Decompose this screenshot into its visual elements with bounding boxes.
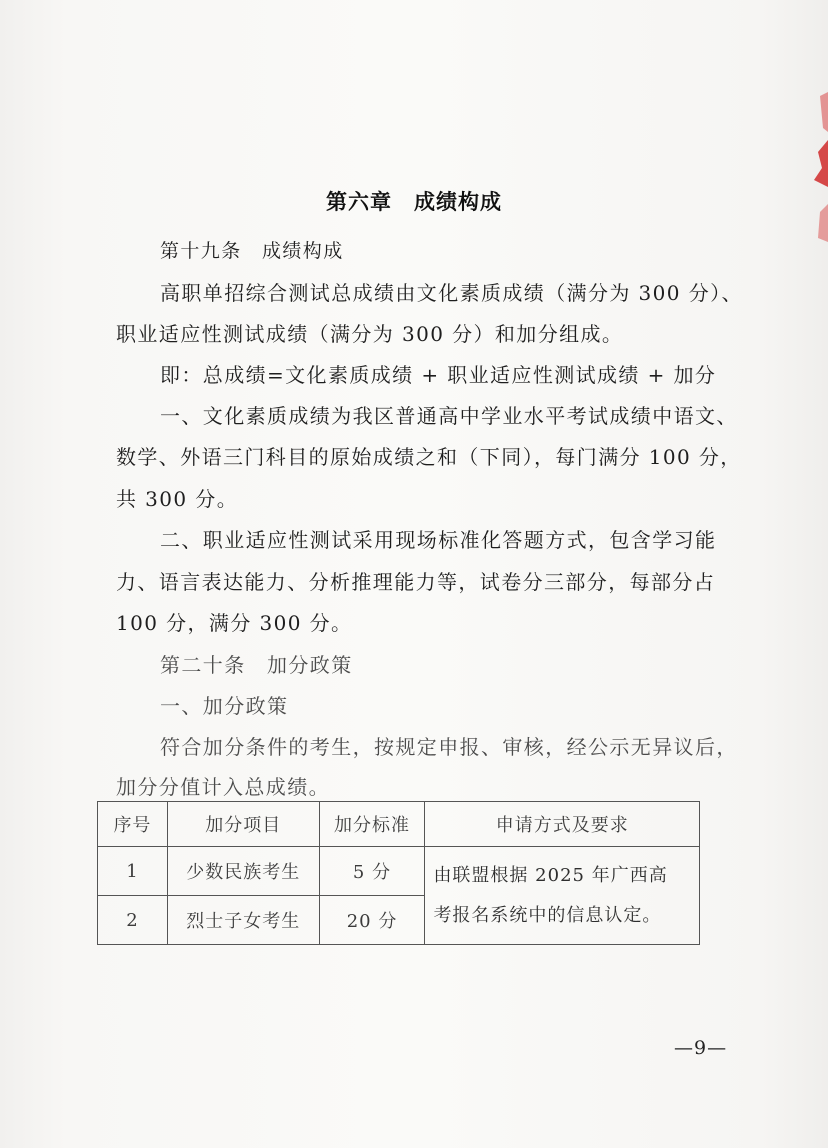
paragraph-line: 100 分，满分 300 分。 <box>116 611 353 635</box>
paragraph-line: 力、语言表达能力、分析推理能力等，试卷分三部分，每部分占 <box>116 570 716 594</box>
cell-item: 少数民族考生 <box>167 847 319 896</box>
paragraph-line: 二、职业适应性测试采用现场标准化答题方式，包含学习能 <box>160 528 717 552</box>
bonus-points-table <box>97 801 700 945</box>
cell-requirement <box>425 847 700 945</box>
requirement-line: 考报名系统中的信息认定。 <box>433 904 662 926</box>
formula-line: 即：总成绩=文化素质成绩 + 职业适应性测试成绩 + 加分 <box>160 363 717 387</box>
table-row <box>98 847 700 896</box>
paragraph-line: 职业适应性测试成绩（满分为 300 分）和加分组成。 <box>116 322 624 346</box>
chapter-title: 第六章 成绩构成 <box>326 190 502 214</box>
paragraph-line: 一、文化素质成绩为我区普通高中学业水平考试成绩中语文、 <box>160 404 738 428</box>
paragraph-line: 数学、外语三门科目的原始成绩之和（下同），每门满分 100 分， <box>116 445 742 469</box>
requirement-line: 由联盟根据 2025 年广西高 <box>433 864 668 886</box>
header-standard: 加分标准 <box>319 802 425 847</box>
paragraph-line: 加分分值计入总成绩。 <box>116 775 330 799</box>
cell-standard: 5 分 <box>319 847 425 896</box>
header-item: 加分项目 <box>167 802 319 847</box>
cell-index: 2 <box>98 896 168 945</box>
cell-standard: 20 分 <box>319 896 425 945</box>
header-requirement: 申请方式及要求 <box>425 802 700 847</box>
article-20-subheading: 一、加分政策 <box>160 694 289 718</box>
table-header-row <box>98 802 700 847</box>
paragraph-line: 共 300 分。 <box>116 487 239 511</box>
article-19-heading: 第十九条 成绩构成 <box>160 240 344 262</box>
article-20-heading: 第二十条 加分政策 <box>160 653 353 677</box>
page-number: —9— <box>674 1037 728 1059</box>
cell-item: 烈士子女考生 <box>167 896 319 945</box>
header-index: 序号 <box>98 802 168 847</box>
paragraph-line: 符合加分条件的考生，按规定申报、审核，经公示无异议后， <box>160 735 738 759</box>
cell-index: 1 <box>98 847 168 896</box>
red-seal-fragment <box>806 92 828 262</box>
paragraph-line: 高职单招综合测试总成绩由文化素质成绩（满分为 300 分）、 <box>160 281 743 305</box>
